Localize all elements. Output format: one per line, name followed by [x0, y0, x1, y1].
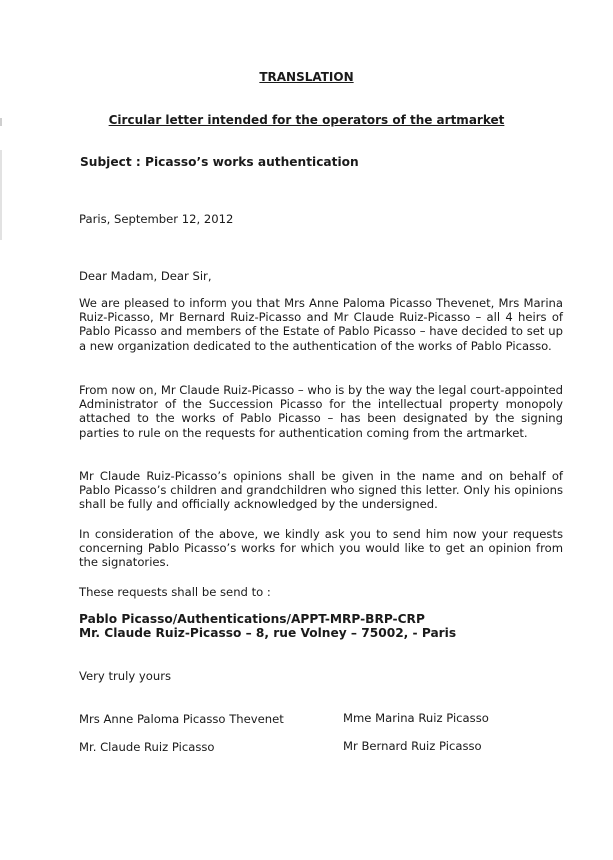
paragraph-4: In consideration of the above, we kindly ask you to send him now your requests concerning Pablo Picasso’s works for which you would like to get an opinion from the signatories. — [79, 527, 563, 570]
scan-edge-mark — [0, 150, 2, 240]
salutation: Dear Madam, Dear Sir, — [79, 269, 212, 283]
signatory-claude: Mr. Claude Ruiz Picasso — [79, 740, 215, 754]
address-line-2: Mr. Claude Ruiz-Picasso – 8, rue Volney – 75002, - Paris — [79, 626, 457, 640]
paragraph-2: From now on, Mr Claude Ruiz-Picasso – who is by the way the legal court-appointed Administrator of the Succession Picasso for the intellectual property monopoly attached to the works of Pablo Picasso – has been designated by the signing parties to rule on the requests for authentication coming from the artmarket. — [79, 383, 563, 440]
requests-intro: These requests shall be send to : — [79, 585, 271, 599]
closing: Very truly yours — [79, 669, 172, 683]
paragraph-3: Mr Claude Ruiz-Picasso’s opinions shall be given in the name and on behalf of Pablo Picasso’s children and grandchildren who signed this letter. Only his opinions shall be fully and officially acknowledged by the undersigned. — [79, 469, 563, 512]
address-line-1: Pablo Picasso/Authentications/APPT-MRP-BRP-CRP — [79, 612, 425, 626]
signatory-anne-paloma: Mrs Anne Paloma Picasso Thevenet — [79, 712, 284, 726]
signatory-bernard: Mr Bernard Ruiz Picasso — [343, 739, 482, 753]
subject-line: Subject : Picasso’s works authentication — [80, 155, 359, 169]
circular-title: Circular letter intended for the operators of the artmarket — [108, 113, 505, 127]
letter-date: Paris, September 12, 2012 — [79, 212, 234, 226]
signatory-marina: Mme Marina Ruiz Picasso — [343, 711, 489, 725]
translation-heading: TRANSLATION — [259, 70, 354, 84]
paragraph-1: We are pleased to inform you that Mrs Anne Paloma Picasso Thevenet, Mrs Marina Ruiz-Picasso, Mr Bernard Ruiz-Picasso and Mr Claude Ruiz-Picasso – all 4 heirs of Pablo Picasso and members of the Estate of Pablo Picasso – have decided to set up a new organization dedicated to the authentication of the works of Pablo Picasso. — [79, 296, 563, 353]
